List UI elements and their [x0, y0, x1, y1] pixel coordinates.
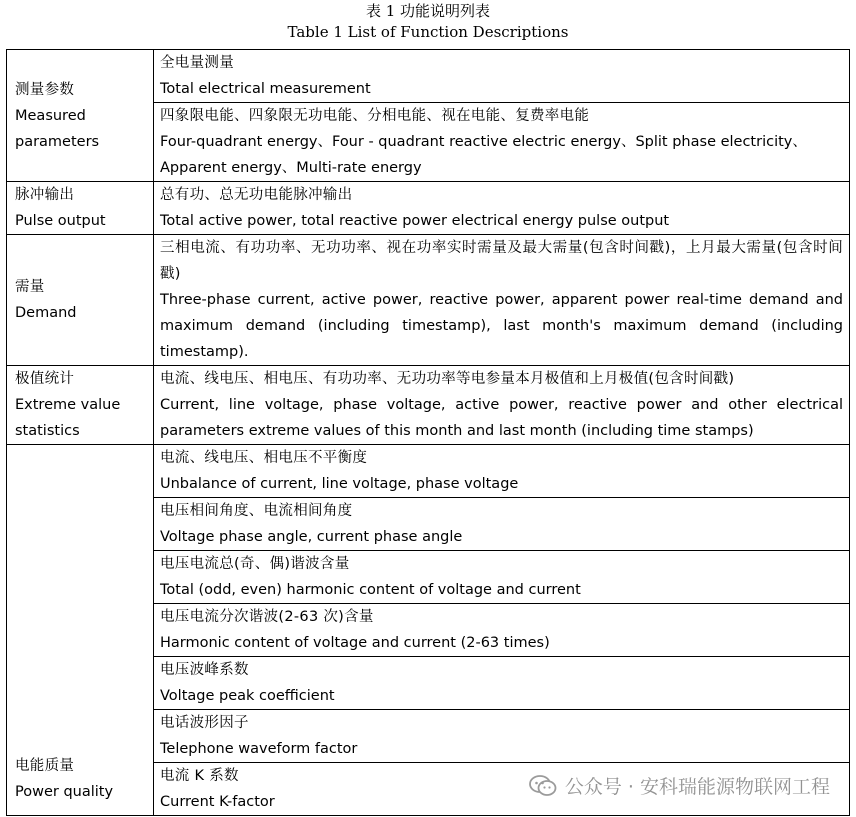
cell-en: Total (odd, even) harmonic content of voltage and current	[160, 582, 581, 598]
cell-en: Harmonic content of voltage and current (2-63 times)	[160, 635, 550, 651]
cell-en: Voltage phase angle, current phase angle	[160, 529, 463, 545]
table-cell	[154, 657, 850, 710]
row-header-zh: 脉冲输出	[15, 187, 75, 203]
table-row	[7, 366, 850, 445]
row-header-measured	[7, 50, 154, 182]
cell-zh: 四象限电能、四象限无功电能、分相电能、视在电能、复费率电能	[160, 108, 590, 124]
row-header-en: Pulse output	[15, 213, 106, 229]
cell-en: Current, line voltage, phase voltage, active power, reactive power and other electrical parameters extreme values of this month and last month (including time stamps)	[160, 397, 843, 439]
caption-zh: 表 1 功能说明列表	[365, 2, 491, 20]
cell-en: Three-phase current, active power, reactive power, apparent power real-time demand and maximum demand (including timestamp), last month's maximum demand (including timestamp).	[160, 292, 843, 360]
cell-zh: 电流 K 系数	[160, 768, 239, 784]
row-header-en: Extreme value statistics	[15, 397, 121, 439]
watermark-text: 公众号 · 安科瑞能源物联网工程	[564, 776, 830, 798]
cell-en: Unbalance of current, line voltage, phase voltage	[160, 476, 519, 492]
cell-zh: 三相电流、有功功率、无功功率、视在功率实时需量及最大需量(包含时间戳)，上月最大需量(包含时间戳)	[160, 240, 843, 282]
table-cell	[154, 445, 850, 498]
row-header-en: Power quality	[15, 784, 114, 800]
row-header-pulse	[7, 182, 154, 235]
watermark	[529, 772, 830, 799]
cell-zh: 电流、线电压、相电压、有功功率、无功功率等电参量本月极值和上月极值(包含时间戳)	[160, 371, 735, 387]
table-row	[7, 182, 850, 235]
table-cell	[154, 103, 850, 182]
table-cell	[154, 498, 850, 551]
row-header-en: Measured parameters	[15, 107, 100, 150]
table-cell	[154, 551, 850, 604]
cell-en: Current K-factor	[160, 794, 275, 810]
cell-en: Voltage peak coefficient	[160, 688, 335, 704]
table-cell	[154, 235, 850, 366]
table-row	[7, 445, 850, 498]
table-row	[7, 235, 850, 366]
table-caption	[0, 1, 856, 43]
caption-en: Table 1 List of Function Descriptions	[287, 23, 569, 41]
row-header-demand	[7, 235, 154, 366]
function-table-wrapper	[6, 49, 850, 816]
row-header-en: Demand	[15, 305, 77, 321]
table-row	[7, 50, 850, 103]
cell-zh: 电压相间角度、电流相间角度	[160, 503, 353, 519]
row-header-zh: 测量参数	[15, 81, 75, 98]
function-table	[6, 49, 850, 816]
cell-zh: 电压电流总(奇、偶)谐波含量	[160, 556, 350, 572]
cell-zh: 电压电流分次谐波(2-63 次)含量	[160, 609, 374, 625]
table-cell	[154, 604, 850, 657]
cell-en: Total electrical measurement	[160, 81, 371, 97]
table-cell	[154, 710, 850, 763]
row-header-zh: 需量	[15, 279, 45, 295]
cell-en: Four-quadrant energy、Four - quadrant reactive electric energy、Split phase electricity、Apparent energy、Multi-rate energy	[160, 134, 807, 176]
row-header-power-quality	[7, 445, 154, 816]
row-header-zh: 极值统计	[15, 371, 75, 387]
cell-zh: 电流、线电压、相电压不平衡度	[160, 450, 368, 466]
cell-zh: 电话波形因子	[160, 715, 249, 731]
cell-zh: 总有功、总无功电能脉冲输出	[160, 187, 353, 203]
row-header-extreme	[7, 366, 154, 445]
cell-en: Telephone waveform factor	[160, 741, 358, 757]
table-cell	[154, 182, 850, 235]
cell-zh: 全电量测量	[160, 55, 234, 71]
table-cell	[154, 50, 850, 103]
cell-en: Total active power, total reactive power electrical energy pulse output	[160, 213, 670, 229]
row-header-zh: 电能质量	[15, 758, 75, 774]
wechat-icon	[529, 775, 557, 797]
table-cell	[154, 366, 850, 445]
cell-zh: 电压波峰系数	[160, 662, 249, 678]
